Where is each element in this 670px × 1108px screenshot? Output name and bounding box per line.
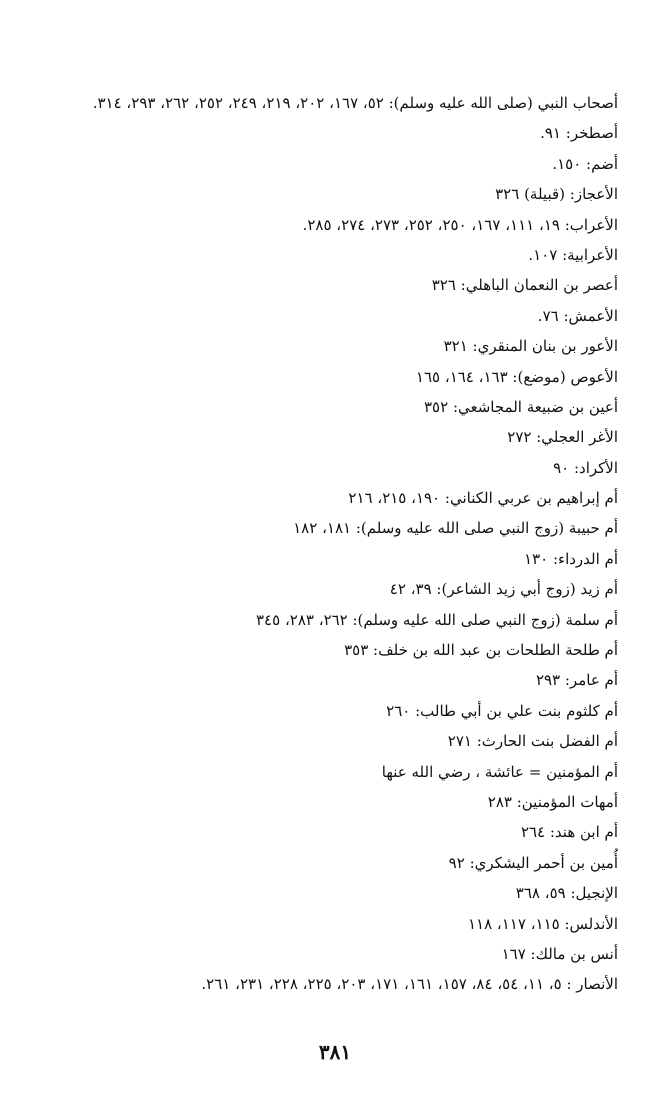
index-entry: أنس بن مالك: ١٦٧ bbox=[501, 944, 618, 963]
index-entry: أمهات المؤمنين: ٢٨٣ bbox=[487, 792, 618, 811]
index-entry: الأندلس: ١١٥، ١١٧، ١١٨ bbox=[467, 914, 618, 933]
index-entry: أم ابن هند: ٢٦٤ bbox=[520, 823, 618, 842]
index-entry: الأعرابية: ١٠٧. bbox=[528, 245, 618, 264]
index-entry: أم الدرداء: ١٣٠ bbox=[524, 549, 618, 568]
index-entry: أم حبيبة (زوج النبي صلى الله عليه وسلم): ١٨١، ١٨٢ bbox=[293, 519, 618, 538]
page-number: ٣٨١ bbox=[318, 1040, 352, 1064]
index-entry: الأعوص (موضع): ١٦٣، ١٦٤، ١٦٥ bbox=[415, 367, 618, 386]
index-entry: أصطخر: ٩١. bbox=[540, 124, 618, 143]
index-entry: الأغر العجلي: ٢٧٢ bbox=[507, 428, 618, 447]
index-entry: أم عامر: ٢٩٣ bbox=[535, 671, 618, 690]
index-entry: أم كلثوم بنت علي بن أبي طالب: ٢٦٠ bbox=[386, 701, 618, 720]
index-entry: الأنصار : ٥، ١١، ٥٤، ٨٤، ١٥٧، ١٦١، ١٧١، ٢٠٣، ٢٢٥، ٢٢٨، ٢٣١، ٢٦١. bbox=[201, 975, 618, 994]
index-entry: أضم: ١٥٠. bbox=[552, 154, 618, 173]
index-entry: الإنجيل: ٥٩، ٣٦٨ bbox=[515, 884, 618, 903]
index-entry: أم زيد (زوج أبي زيد الشاعر): ٣٩، ٤٢ bbox=[389, 580, 618, 599]
index-entry: أم إبراهيم بن عربي الكناني: ١٩٠، ٢١٥، ٢١٦ bbox=[348, 489, 618, 508]
index-entry: أم طلحة الطلحات بن عبد الله بن خلف: ٣٥٣ bbox=[344, 641, 618, 660]
index-entry: الأعجاز: (قبيلة) ٣٢٦ bbox=[495, 185, 618, 204]
index-entry: الأعور بن بنان المنقري: ٣٢١ bbox=[443, 337, 618, 356]
index-list bbox=[58, 88, 618, 1000]
index-entry: أعصر بن النعمان الباهلي: ٣٢٦ bbox=[431, 276, 618, 295]
index-entry: الأعمش: ٧٦. bbox=[537, 306, 618, 325]
index-entry: أم سلمة (زوج النبي صلى الله عليه وسلم): ٢٦٢، ٢٨٣، ٣٤٥ bbox=[256, 610, 618, 629]
index-entry: أم المؤمنين = عائشة ، رضي الله عنها bbox=[381, 762, 618, 781]
index-entry: أصحاب النبي (صلى الله عليه وسلم): ٥٢، ١٦٧، ٢٠٢، ٢١٩، ٢٤٩، ٢٥٢، ٢٦٢، ٢٩٣، ٣١٤. bbox=[92, 94, 618, 112]
index-entry: أُمين بن أحمر اليشكري: ٩٢ bbox=[448, 853, 618, 872]
index-entry: الأكراد: ٩٠ bbox=[553, 458, 618, 477]
index-entry: الأعراب: ١٩، ١١١، ١٦٧، ٢٥٠، ٢٥٢، ٢٧٣، ٢٧٤، ٢٨٥. bbox=[302, 215, 618, 234]
index-entry: أم الفضل بنت الحارث: ٢٧١ bbox=[447, 732, 618, 751]
index-entry: أعين بن ضبيعة المجاشعي: ٣٥٢ bbox=[424, 397, 618, 416]
